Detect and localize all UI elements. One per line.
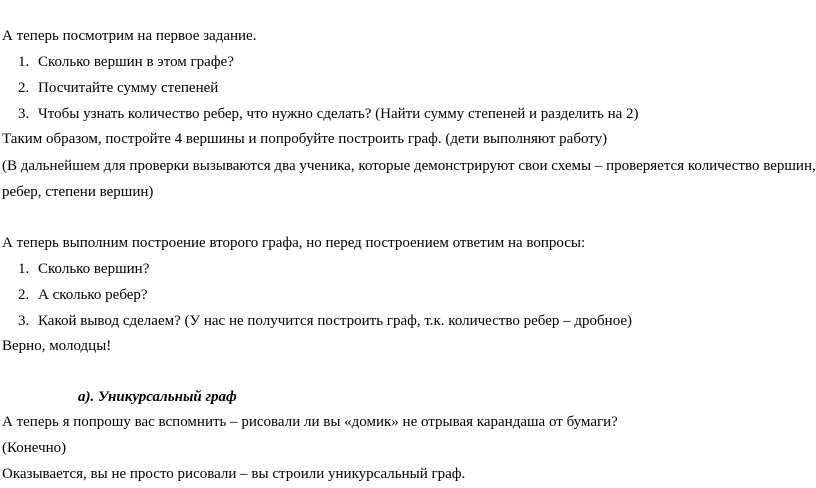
paragraph-house-question: А теперь я попрошу вас вспомнить – рисовали ли вы «домик» не отрывая карандаша от бумаги? <box>2 414 618 430</box>
list-item <box>18 286 148 304</box>
paragraph-second-graph: А теперь выполним построение второго графа, но перед построением ответим на вопросы: <box>2 235 586 251</box>
list-number: 3. <box>18 106 30 122</box>
list-text: Сколько вершин в этом графе? <box>38 54 234 70</box>
section-heading: а). Уникурсальный граф <box>78 389 237 405</box>
list-number: 1. <box>18 54 30 70</box>
paragraph-answer: (Конечно) <box>2 440 67 456</box>
list-item <box>18 105 639 123</box>
paragraph-build-graph: Таким образом, постройте 4 вершины и попробуйте построить граф. (дети выполняют работу) <box>2 131 608 147</box>
list-item <box>18 260 149 278</box>
list-item <box>18 79 218 97</box>
paragraph-intro: А теперь посмотрим на первое задание. <box>2 28 257 44</box>
list-item <box>18 53 234 71</box>
list-text: Какой вывод сделаем? (У нас не получится построить граф, т.к. количество ребер – дробное) <box>38 313 633 329</box>
list-text: Чтобы узнать количество ребер, что нужно сделать? (Найти сумму степеней и разделить на 2) <box>38 106 639 122</box>
list-text: Посчитайте сумму степеней <box>38 80 219 96</box>
paragraph-conclusion: Оказывается, вы не просто рисовали – вы строили уникурсальный граф. <box>2 466 466 482</box>
list-item <box>18 312 632 330</box>
paragraph-check-line2: ребер, степени вершин) <box>2 184 154 200</box>
list-number: 3. <box>18 313 30 329</box>
list-number: 2. <box>18 80 30 96</box>
paragraph-praise: Верно, молодцы! <box>2 338 112 354</box>
list-text: Сколько вершин? <box>38 261 150 277</box>
list-number: 2. <box>18 287 30 303</box>
list-text: А сколько ребер? <box>38 287 148 303</box>
paragraph-check-line1: (В дальнейшем для проверки вызываются два ученика, которые демонстрируют свои схемы – проверяется количество вершин, <box>2 158 816 174</box>
list-number: 1. <box>18 261 30 277</box>
